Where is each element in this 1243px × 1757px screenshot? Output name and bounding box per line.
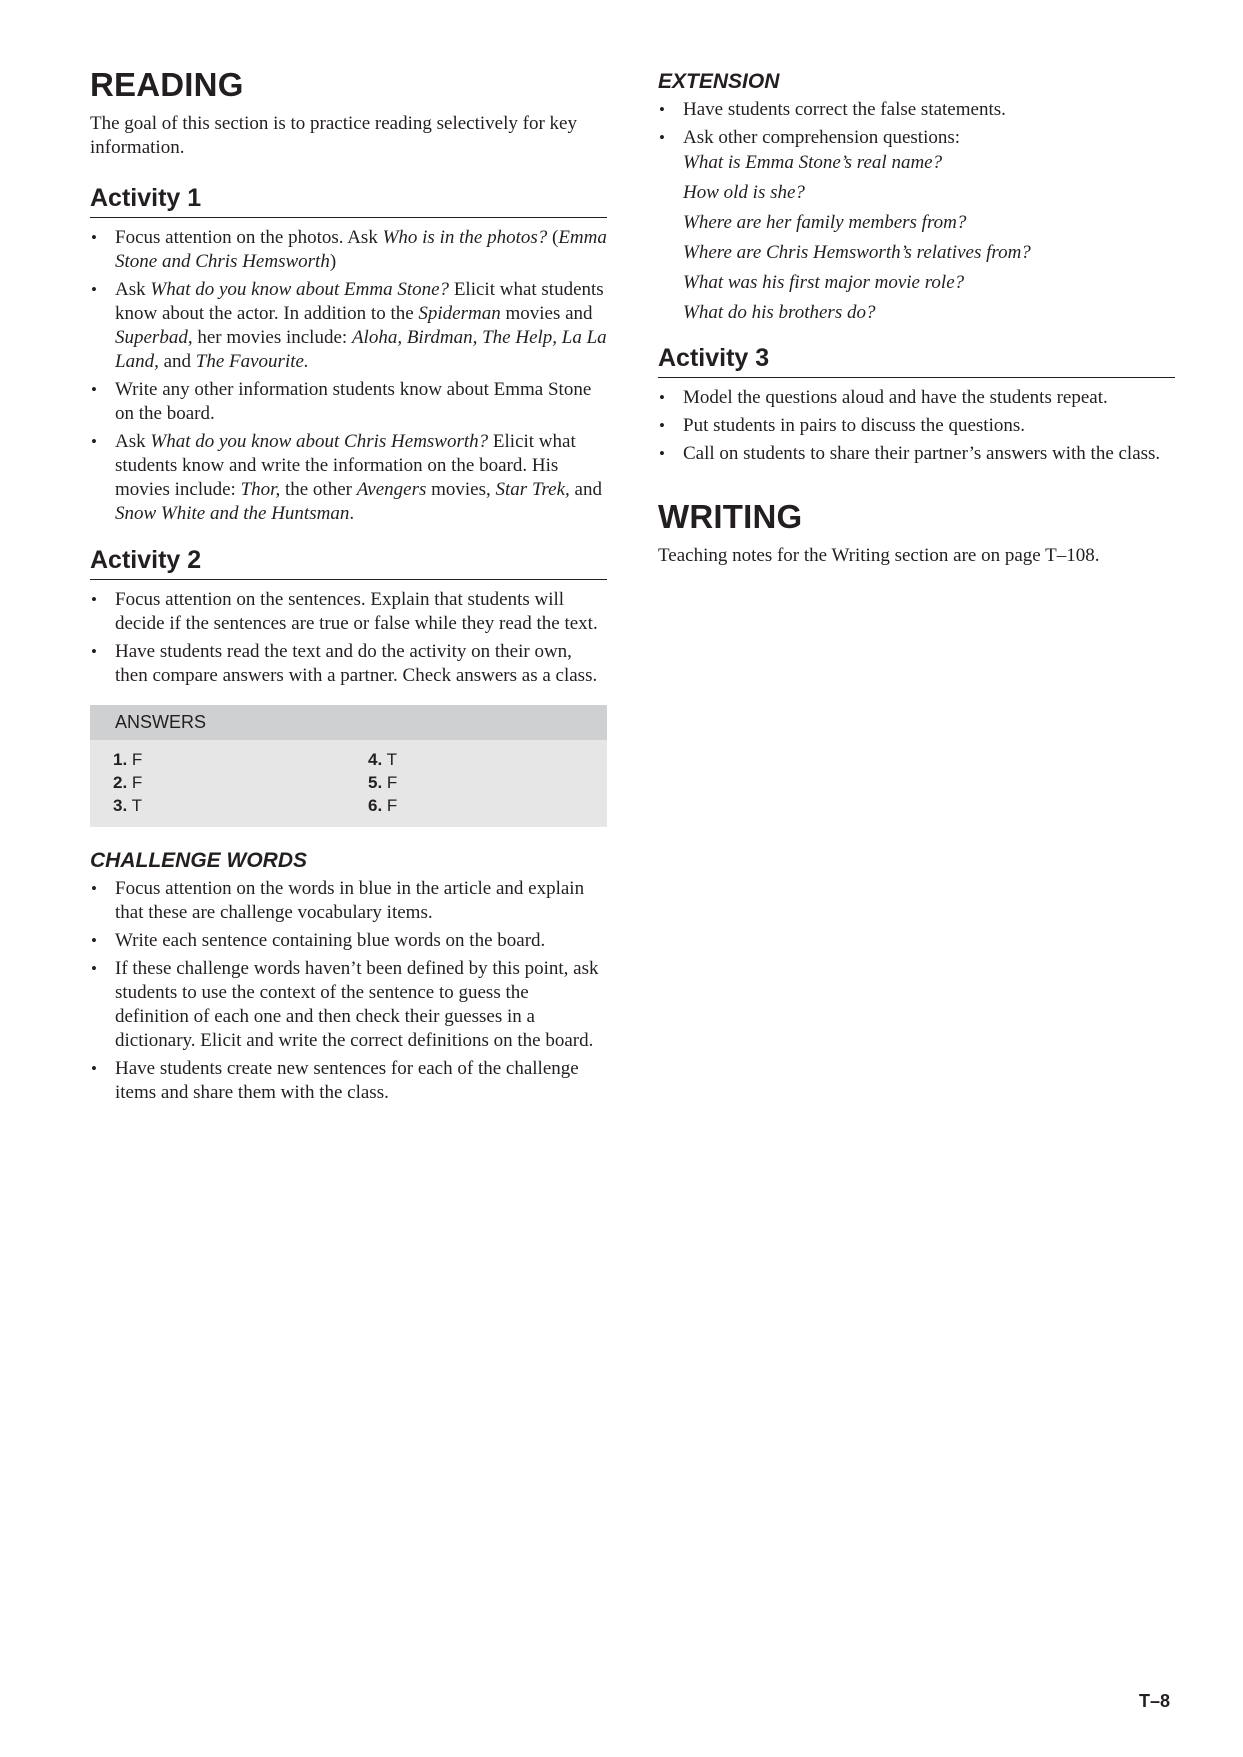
answer-item: 5. F — [368, 773, 398, 792]
question-item: Where are her family members from? — [683, 212, 967, 233]
list-item: • Put students in pairs to discuss the questions. — [658, 414, 1175, 438]
question-item: How old is she? — [683, 182, 805, 203]
answers-box — [90, 705, 607, 827]
reading-intro: The goal of this section is to practice reading selectively for key information. — [90, 113, 577, 158]
activity-1-section — [90, 184, 607, 526]
right-column — [658, 0, 1175, 568]
list-item: • Have students correct the false statements. — [658, 98, 1175, 122]
question-item: What do his brothers do? — [683, 302, 876, 323]
activity-1-list — [90, 226, 607, 526]
list-item: • Write any other information students know about Emma Stone on the board. — [90, 378, 607, 426]
activity-2-heading: Activity 2 — [90, 546, 607, 580]
activity-2-list — [90, 588, 607, 688]
list-item: • Have students read the text and do the activity on their own, then compare answers with a partner. Check answers as a class. — [90, 640, 607, 688]
extension-section — [658, 70, 1175, 328]
answers-grid — [90, 740, 607, 827]
writing-heading: WRITING — [658, 498, 803, 535]
list-item: • If these challenge words haven’t been defined by this point, ask students to use the context of the sentence to guess the definition of each one and then check their guesses in a dictionary. Elicit and write the correct definitions on the board. — [90, 957, 607, 1053]
question-item: What was his first major movie role? — [683, 272, 965, 293]
list-item: • Ask other comprehension questions: — [658, 126, 1175, 150]
activity-3-list — [658, 386, 1175, 466]
challenge-words-list — [90, 877, 607, 1105]
answer-item: 4. T — [368, 750, 397, 769]
activity-3-heading: Activity 3 — [658, 344, 1175, 378]
challenge-words-heading: CHALLENGE WORDS — [90, 849, 307, 872]
list-item: • Call on students to share their partner’s answers with the class. — [658, 442, 1175, 466]
reading-heading: READING — [90, 66, 244, 103]
left-column — [90, 0, 607, 1109]
list-item: • Write each sentence containing blue words on the board. — [90, 929, 607, 953]
page-number: T–8 — [1139, 1691, 1171, 1711]
reading-section — [90, 66, 607, 160]
extension-list — [658, 98, 1175, 150]
list-item: • Ask What do you know about Chris Hemsworth? Elicit what students know and write the information on the board. His movies include: Thor, the other Avengers movies, Star Trek, and Snow White and the Huntsman. — [90, 430, 607, 526]
writing-section — [658, 498, 1175, 568]
activity-2-section — [90, 546, 607, 688]
writing-text: Teaching notes for the Writing section are on page T–108. — [658, 545, 1100, 566]
question-item: What is Emma Stone’s real name? — [683, 152, 943, 173]
answers-heading: ANSWERS — [90, 705, 607, 740]
answer-item: 1. F — [113, 750, 143, 769]
list-item: • Focus attention on the photos. Ask Who is in the photos? (Emma Stone and Chris Hemsworth) — [90, 226, 607, 274]
list-item: • Have students create new sentences for each of the challenge items and share them with the class. — [90, 1057, 607, 1105]
challenge-words-section — [90, 849, 607, 1105]
activity-1-heading: Activity 1 — [90, 184, 607, 218]
answer-item: 2. F — [113, 773, 143, 792]
list-item: • Focus attention on the sentences. Explain that students will decide if the sentences are true or false while they read the text. — [90, 588, 607, 636]
activity-3-section — [658, 344, 1175, 466]
question-item: Where are Chris Hemsworth’s relatives from? — [683, 242, 1031, 263]
comprehension-questions — [658, 148, 1175, 328]
list-item: • Model the questions aloud and have the students repeat. — [658, 386, 1175, 410]
list-item: • Focus attention on the words in blue in the article and explain that these are challenge vocabulary items. — [90, 877, 607, 925]
answer-item: 6. F — [368, 796, 398, 815]
extension-heading: EXTENSION — [658, 70, 780, 93]
answer-item: 3. T — [113, 796, 142, 815]
list-item: • Ask What do you know about Emma Stone? Elicit what students know about the actor. In addition to the Spiderman movies and Superbad, her movies include: Aloha, Birdman, The Help, La La Land, and The Favourite. — [90, 278, 607, 374]
